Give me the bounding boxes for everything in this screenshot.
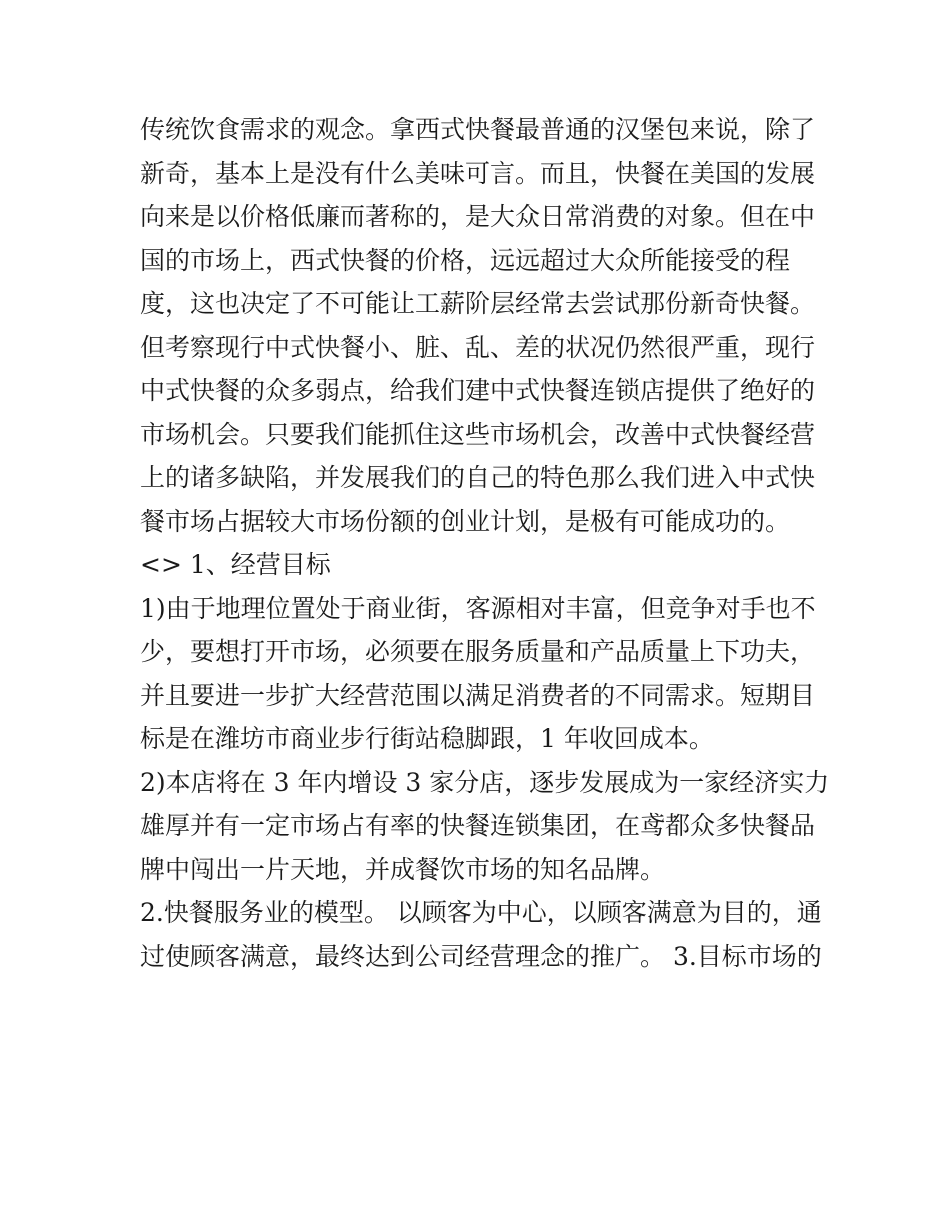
text-line: 上的诸多缺陷，并发展我们的自己的特色那么我们进入中式快 [140,463,816,492]
text-line: 少，要想打开市场，必须要在服务质量和产品质量上下功夫， [140,637,816,666]
text-line: 雄厚并有一定市场占有率的快餐连锁集团，在鸢都众多快餐品 [140,811,816,840]
text-line: 传统饮食需求的观念。拿西式快餐最普通的汉堡包来说，除了 [140,115,816,144]
text-line: 中式快餐的众多弱点，给我们建中式快餐连锁店提供了绝好的 [140,376,816,405]
text-line: 2)本店将在 3 年内增设 3 家分店，逐步发展成为一家经济实力 [140,767,830,797]
document-body [140,108,830,978]
text-line: 标是在潍坊市商业步行街站稳脚跟，1 年收回成本。 [140,724,714,753]
text-line: 但考察现行中式快餐小、脏、乱、差的状况仍然很严重，现行 [140,332,816,362]
text-line: 2.快餐服务业的模型。 以顾客为中心，以顾客满意为目的，通 [140,898,822,927]
text-line: 向来是以价格低廉而著称的，是大众日常消费的对象。但在中 [140,202,816,231]
text-line: 牌中闯出一片天地，并成餐饮市场的知名品牌。 [140,854,666,884]
text-line: 餐市场占据较大市场份额的创业计划，是极有可能成功的。 [140,506,791,536]
text-line: 并且要进一步扩大经营范围以满足消费者的不同需求。短期目 [140,680,816,710]
section-heading: <> 1、经营目标 [140,550,331,579]
text-line: 1)由于地理位置处于商业街，客源相对丰富，但竞争对手也不 [140,593,816,623]
text-line: 过使顾客满意，最终达到公司经营理念的推广。 3.目标市场的 [140,941,822,971]
text-line: 市场机会。只要我们能抓住这些市场机会，改善中式快餐经营 [140,419,816,449]
text-line: 度，这也决定了不可能让工薪阶层经常去尝试那份新奇快餐。 [140,289,816,318]
text-line: 国的市场上，西式快餐的价格，远远超过大众所能接受的程 [140,245,791,275]
text-line: 新奇，基本上是没有什么美味可言。而且，快餐在美国的发展 [140,158,816,188]
